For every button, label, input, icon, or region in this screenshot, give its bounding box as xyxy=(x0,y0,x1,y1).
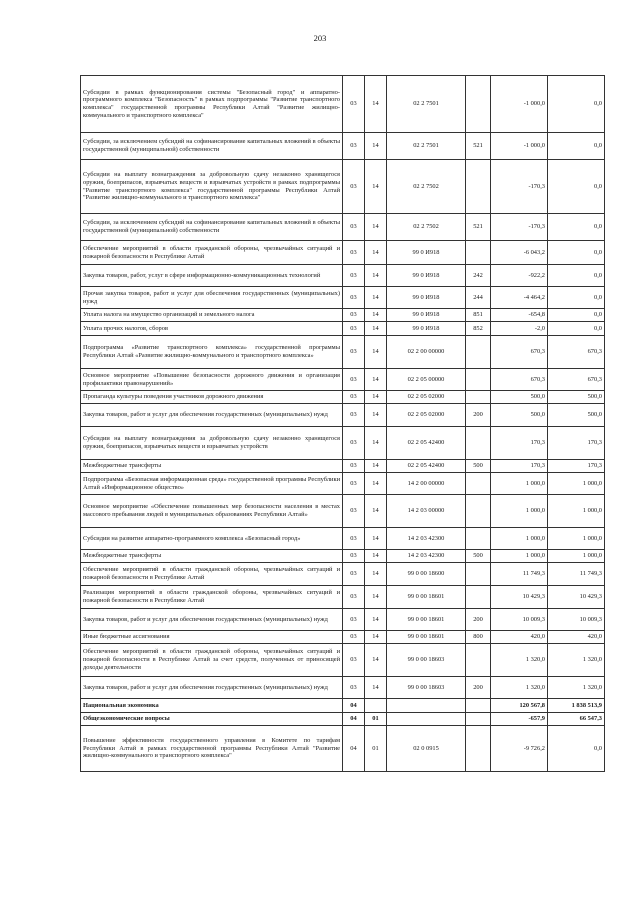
row-name: Подпрограмма «Безопасная информационная среда» государственной программы Республики Алтай «Информационное общество» xyxy=(81,473,343,495)
row-expense-type xyxy=(466,726,491,772)
row-expense-type xyxy=(466,369,491,391)
table-row xyxy=(81,287,605,309)
row-name: Общеэкономические вопросы xyxy=(81,713,343,726)
row-name: Субсидии в рамках функционирования системы "Безопасный город" и аппаратно-программного комплекса "Безопасность" в рамках подпрограммы "Развитие транспортного комплекса" государственной программы Республики Алтай "Развитие жилищно-коммунального и транспортного комплекса" xyxy=(81,76,343,133)
row-expense-type: 200 xyxy=(466,404,491,427)
budget-table-body xyxy=(81,76,605,772)
table-row xyxy=(81,214,605,241)
row-section-code: 03 xyxy=(343,644,365,677)
row-name: Национальная экономика xyxy=(81,699,343,713)
row-amount-total: 0,0 xyxy=(548,241,605,265)
row-amount-change: 420,0 xyxy=(491,631,548,644)
row-amount-change: 1 000,0 xyxy=(491,528,548,550)
row-expense-type: 521 xyxy=(466,133,491,160)
row-amount-total: 1 000,0 xyxy=(548,473,605,495)
row-section-code: 03 xyxy=(343,495,365,528)
table-row xyxy=(81,586,605,609)
row-expense-type xyxy=(466,644,491,677)
table-row xyxy=(81,550,605,563)
row-amount-total: 0,0 xyxy=(548,287,605,309)
row-amount-change: 1 000,0 xyxy=(491,495,548,528)
row-section-code: 03 xyxy=(343,160,365,214)
page-number: 203 xyxy=(313,33,327,43)
row-section-code: 04 xyxy=(343,699,365,713)
row-target-article: 14 2 00 00000 xyxy=(387,473,466,495)
row-subsection-code xyxy=(365,699,387,713)
row-subsection-code: 14 xyxy=(365,404,387,427)
table-row xyxy=(81,391,605,404)
row-amount-change: -654,8 xyxy=(491,309,548,322)
row-subsection-code: 14 xyxy=(365,214,387,241)
row-target-article: 99 0 И918 xyxy=(387,287,466,309)
table-row xyxy=(81,336,605,369)
row-expense-type: 244 xyxy=(466,287,491,309)
row-amount-change: 1 000,0 xyxy=(491,473,548,495)
row-amount-total: 1 000,0 xyxy=(548,528,605,550)
row-target-article: 02 2 05 42400 xyxy=(387,427,466,460)
row-amount-total: 1 838 513,9 xyxy=(548,699,605,713)
row-subsection-code: 14 xyxy=(365,133,387,160)
row-subsection-code: 14 xyxy=(365,76,387,133)
row-amount-change: 10 009,3 xyxy=(491,609,548,631)
row-amount-total: 670,3 xyxy=(548,336,605,369)
row-subsection-code: 14 xyxy=(365,644,387,677)
row-target-article: 99 0 00 18601 xyxy=(387,586,466,609)
row-subsection-code: 14 xyxy=(365,336,387,369)
row-name: Обеспечение мероприятий в области гражданской обороны, чрезвычайных ситуаций и пожарной безопасности в Республике Алтай за счет средств, полученных от приносящей доходы деятельности xyxy=(81,644,343,677)
row-amount-change: -1 000,0 xyxy=(491,133,548,160)
row-name: Субсидии, за исключением субсидий на софинансирование капитальных вложений в объекты государственной (муниципальной) собственности xyxy=(81,214,343,241)
row-target-article: 99 0 00 18603 xyxy=(387,644,466,677)
row-target-article: 02 2 05 02000 xyxy=(387,391,466,404)
row-amount-change: 1 000,0 xyxy=(491,550,548,563)
table-row xyxy=(81,160,605,214)
row-expense-type: 242 xyxy=(466,265,491,287)
row-amount-total: 670,3 xyxy=(548,369,605,391)
budget-table xyxy=(80,75,605,772)
row-name: Субсидии на выплату вознаграждения за добровольную сдачу незаконно хранящегося оружия, боеприпасов, взрывчатых веществ и взрывчатых устройств xyxy=(81,427,343,460)
row-expense-type xyxy=(466,563,491,586)
table-row xyxy=(81,369,605,391)
row-section-code: 03 xyxy=(343,133,365,160)
row-expense-type xyxy=(466,391,491,404)
row-name: Обеспечение мероприятий в области гражданской обороны, чрезвычайных ситуаций и пожарной безопасности в Республике Алтай xyxy=(81,563,343,586)
table-row xyxy=(81,241,605,265)
row-expense-type: 800 xyxy=(466,631,491,644)
row-amount-change: 10 429,3 xyxy=(491,586,548,609)
row-name: Закупка товаров, работ и услуг для обеспечения государственных (муниципальных) нужд xyxy=(81,677,343,699)
table-row xyxy=(81,677,605,699)
row-expense-type xyxy=(466,76,491,133)
table-row xyxy=(81,265,605,287)
table-row xyxy=(81,495,605,528)
row-section-code: 03 xyxy=(343,563,365,586)
row-target-article: 99 0 00 18600 xyxy=(387,563,466,586)
row-target-article: 99 0 И918 xyxy=(387,241,466,265)
row-target-article: 14 2 03 42300 xyxy=(387,550,466,563)
row-amount-total: 1 000,0 xyxy=(548,495,605,528)
row-expense-type xyxy=(466,427,491,460)
row-target-article: 02 2 05 02000 xyxy=(387,404,466,427)
row-amount-total: 500,0 xyxy=(548,404,605,427)
row-amount-total: 10 429,3 xyxy=(548,586,605,609)
row-subsection-code: 14 xyxy=(365,265,387,287)
row-amount-change: 1 320,0 xyxy=(491,644,548,677)
row-expense-type xyxy=(466,528,491,550)
row-amount-total: 0,0 xyxy=(548,133,605,160)
row-amount-change: -657,9 xyxy=(491,713,548,726)
row-amount-total: 0,0 xyxy=(548,322,605,336)
row-expense-type xyxy=(466,495,491,528)
row-amount-change: 500,0 xyxy=(491,391,548,404)
row-name: Субсидии, за исключением субсидий на софинансирование капитальных вложений в объекты государственной (муниципальной) собственности xyxy=(81,133,343,160)
row-amount-change: 120 567,8 xyxy=(491,699,548,713)
row-section-code: 03 xyxy=(343,609,365,631)
row-target-article: 02 2 7502 xyxy=(387,160,466,214)
table-row xyxy=(81,699,605,713)
row-target-article: 14 2 03 42300 xyxy=(387,528,466,550)
row-amount-total: 500,0 xyxy=(548,391,605,404)
row-subsection-code: 14 xyxy=(365,473,387,495)
row-expense-type: 500 xyxy=(466,460,491,473)
row-section-code: 04 xyxy=(343,726,365,772)
row-expense-type: 852 xyxy=(466,322,491,336)
row-amount-total: 170,3 xyxy=(548,427,605,460)
row-amount-change: -1 000,0 xyxy=(491,76,548,133)
row-subsection-code: 14 xyxy=(365,495,387,528)
row-amount-total: 1 000,0 xyxy=(548,550,605,563)
row-target-article: 99 0 00 18601 xyxy=(387,631,466,644)
row-section-code: 03 xyxy=(343,550,365,563)
row-subsection-code: 14 xyxy=(365,677,387,699)
row-amount-total: 10 009,3 xyxy=(548,609,605,631)
row-subsection-code: 14 xyxy=(365,631,387,644)
row-name: Повышение эффективности государственного управления в Комитете по тарифам Республики Алтай в рамках государственной программы Республики Алтай "Развитие жилищно-коммунального и транспортного комплекса" xyxy=(81,726,343,772)
row-amount-change: -9 726,2 xyxy=(491,726,548,772)
row-target-article: 99 0 И918 xyxy=(387,322,466,336)
row-amount-total: 66 547,3 xyxy=(548,713,605,726)
row-subsection-code: 14 xyxy=(365,322,387,336)
row-expense-type: 851 xyxy=(466,309,491,322)
row-target-article: 02 2 05 00000 xyxy=(387,369,466,391)
row-section-code: 03 xyxy=(343,287,365,309)
row-section-code: 03 xyxy=(343,460,365,473)
row-subsection-code: 14 xyxy=(365,563,387,586)
row-subsection-code: 14 xyxy=(365,586,387,609)
row-subsection-code: 14 xyxy=(365,550,387,563)
row-amount-total: 1 320,0 xyxy=(548,677,605,699)
row-name: Субсидии на выплату вознаграждения за добровольную сдачу незаконно хранящегося оружия, боеприпасов, взрывчатых веществ и взрывчатых устройств в рамках подпрограммы "Развитие транспортного комплекса" государственной программы Республики Алтай "Развитие жилищно-коммунального и транспортного комплекса" xyxy=(81,160,343,214)
row-name: Пропаганда культуры поведения участников дорожного движения xyxy=(81,391,343,404)
row-amount-total: 170,3 xyxy=(548,460,605,473)
row-amount-change: 670,3 xyxy=(491,336,548,369)
row-name: Уплата налога на имущество организаций и земельного налога xyxy=(81,309,343,322)
row-expense-type xyxy=(466,713,491,726)
row-amount-change: -2,0 xyxy=(491,322,548,336)
row-section-code: 03 xyxy=(343,76,365,133)
row-target-article: 99 0 00 18601 xyxy=(387,609,466,631)
row-subsection-code: 14 xyxy=(365,160,387,214)
row-name: Межбюджетные трансферты xyxy=(81,460,343,473)
row-name: Основное мероприятие «Обеспечение повышенных мер безопасности населения в местах массового пребывания людей в муниципальных образованиях Республики Алтай» xyxy=(81,495,343,528)
row-section-code: 03 xyxy=(343,404,365,427)
row-amount-change: 170,3 xyxy=(491,427,548,460)
row-name: Закупка товаров, работ и услуг для обеспечения государственных (муниципальных) нужд xyxy=(81,609,343,631)
table-row xyxy=(81,404,605,427)
row-target-article: 02 0 0915 xyxy=(387,726,466,772)
row-name: Иные бюджетные ассигнования xyxy=(81,631,343,644)
row-expense-type xyxy=(466,160,491,214)
row-expense-type xyxy=(466,473,491,495)
row-subsection-code: 14 xyxy=(365,287,387,309)
row-amount-total: 0,0 xyxy=(548,309,605,322)
row-section-code: 04 xyxy=(343,713,365,726)
table-row xyxy=(81,473,605,495)
row-name: Подпрограмма «Развитие транспортного комплекса» государственной программы Республики Алтай «Развитие жилищно-коммунального и транспортного комплекса» xyxy=(81,336,343,369)
row-amount-total: 0,0 xyxy=(548,726,605,772)
row-name: Уплата прочих налогов, сборов xyxy=(81,322,343,336)
row-section-code: 03 xyxy=(343,309,365,322)
row-amount-total: 0,0 xyxy=(548,76,605,133)
row-target-article: 02 2 7502 xyxy=(387,214,466,241)
table-row xyxy=(81,563,605,586)
row-subsection-code: 14 xyxy=(365,460,387,473)
row-name: Прочая закупка товаров, работ и услуг для обеспечения государственных (муниципальных) нужд xyxy=(81,287,343,309)
row-name: Субсидии на развитие аппаратно-программного комплекса «Безопасный город» xyxy=(81,528,343,550)
row-section-code: 03 xyxy=(343,427,365,460)
row-amount-total: 11 749,3 xyxy=(548,563,605,586)
row-section-code: 03 xyxy=(343,528,365,550)
row-expense-type xyxy=(466,699,491,713)
table-row xyxy=(81,644,605,677)
row-amount-total: 420,0 xyxy=(548,631,605,644)
row-subsection-code: 01 xyxy=(365,726,387,772)
row-section-code: 03 xyxy=(343,322,365,336)
row-target-article xyxy=(387,699,466,713)
row-target-article: 99 0 И918 xyxy=(387,309,466,322)
row-section-code: 03 xyxy=(343,677,365,699)
row-name: Обеспечение мероприятий в области гражданской обороны, чрезвычайных ситуаций и пожарной безопасности в Республике Алтай xyxy=(81,241,343,265)
row-subsection-code: 14 xyxy=(365,609,387,631)
row-section-code: 03 xyxy=(343,214,365,241)
row-subsection-code: 14 xyxy=(365,528,387,550)
row-amount-total: 0,0 xyxy=(548,160,605,214)
row-amount-change: -4 464,2 xyxy=(491,287,548,309)
row-section-code: 03 xyxy=(343,391,365,404)
row-section-code: 03 xyxy=(343,241,365,265)
row-amount-change: 11 749,3 xyxy=(491,563,548,586)
row-target-article: 02 2 00 00000 xyxy=(387,336,466,369)
row-target-article xyxy=(387,713,466,726)
row-subsection-code: 01 xyxy=(365,713,387,726)
row-amount-change: 1 320,0 xyxy=(491,677,548,699)
row-amount-total: 0,0 xyxy=(548,265,605,287)
row-expense-type: 500 xyxy=(466,550,491,563)
table-row xyxy=(81,460,605,473)
row-section-code: 03 xyxy=(343,473,365,495)
row-amount-change: -170,3 xyxy=(491,160,548,214)
table-row xyxy=(81,713,605,726)
row-name: Основное мероприятие «Повышение безопасности дорожного движения и организация профилактики правонарушений» xyxy=(81,369,343,391)
row-name: Межбюджетные трансферты xyxy=(81,550,343,563)
row-name: Закупка товаров, работ и услуг для обеспечения государственных (муниципальных) нужд xyxy=(81,404,343,427)
table-row xyxy=(81,309,605,322)
row-expense-type: 521 xyxy=(466,214,491,241)
row-subsection-code: 14 xyxy=(365,309,387,322)
row-section-code: 03 xyxy=(343,631,365,644)
row-section-code: 03 xyxy=(343,369,365,391)
row-target-article: 99 0 00 18603 xyxy=(387,677,466,699)
row-section-code: 03 xyxy=(343,586,365,609)
row-amount-change: -6 043,2 xyxy=(491,241,548,265)
row-amount-change: -922,2 xyxy=(491,265,548,287)
row-amount-total: 1 320,0 xyxy=(548,644,605,677)
row-amount-change: -170,3 xyxy=(491,214,548,241)
row-target-article: 14 2 03 00000 xyxy=(387,495,466,528)
row-amount-change: 670,3 xyxy=(491,369,548,391)
row-section-code: 03 xyxy=(343,336,365,369)
table-row xyxy=(81,76,605,133)
row-target-article: 02 2 7501 xyxy=(387,76,466,133)
table-row xyxy=(81,609,605,631)
row-amount-change: 500,0 xyxy=(491,404,548,427)
row-expense-type xyxy=(466,241,491,265)
table-row xyxy=(81,528,605,550)
row-amount-change: 170,3 xyxy=(491,460,548,473)
row-target-article: 02 2 05 42400 xyxy=(387,460,466,473)
table-row xyxy=(81,631,605,644)
row-expense-type: 200 xyxy=(466,609,491,631)
row-amount-total: 0,0 xyxy=(548,214,605,241)
row-target-article: 02 2 7501 xyxy=(387,133,466,160)
row-expense-type xyxy=(466,586,491,609)
row-expense-type: 200 xyxy=(466,677,491,699)
table-row xyxy=(81,322,605,336)
table-row xyxy=(81,726,605,772)
row-subsection-code: 14 xyxy=(365,427,387,460)
row-section-code: 03 xyxy=(343,265,365,287)
row-name: Реализация мероприятий в области гражданской обороны, чрезвычайных ситуаций и пожарной безопасности в Республике Алтай xyxy=(81,586,343,609)
table-row xyxy=(81,133,605,160)
row-expense-type xyxy=(466,336,491,369)
row-subsection-code: 14 xyxy=(365,391,387,404)
row-subsection-code: 14 xyxy=(365,369,387,391)
table-row xyxy=(81,427,605,460)
row-subsection-code: 14 xyxy=(365,241,387,265)
row-target-article: 99 0 И918 xyxy=(387,265,466,287)
row-name: Закупка товаров, работ, услуг в сфере информационно-коммуникационных технологий xyxy=(81,265,343,287)
